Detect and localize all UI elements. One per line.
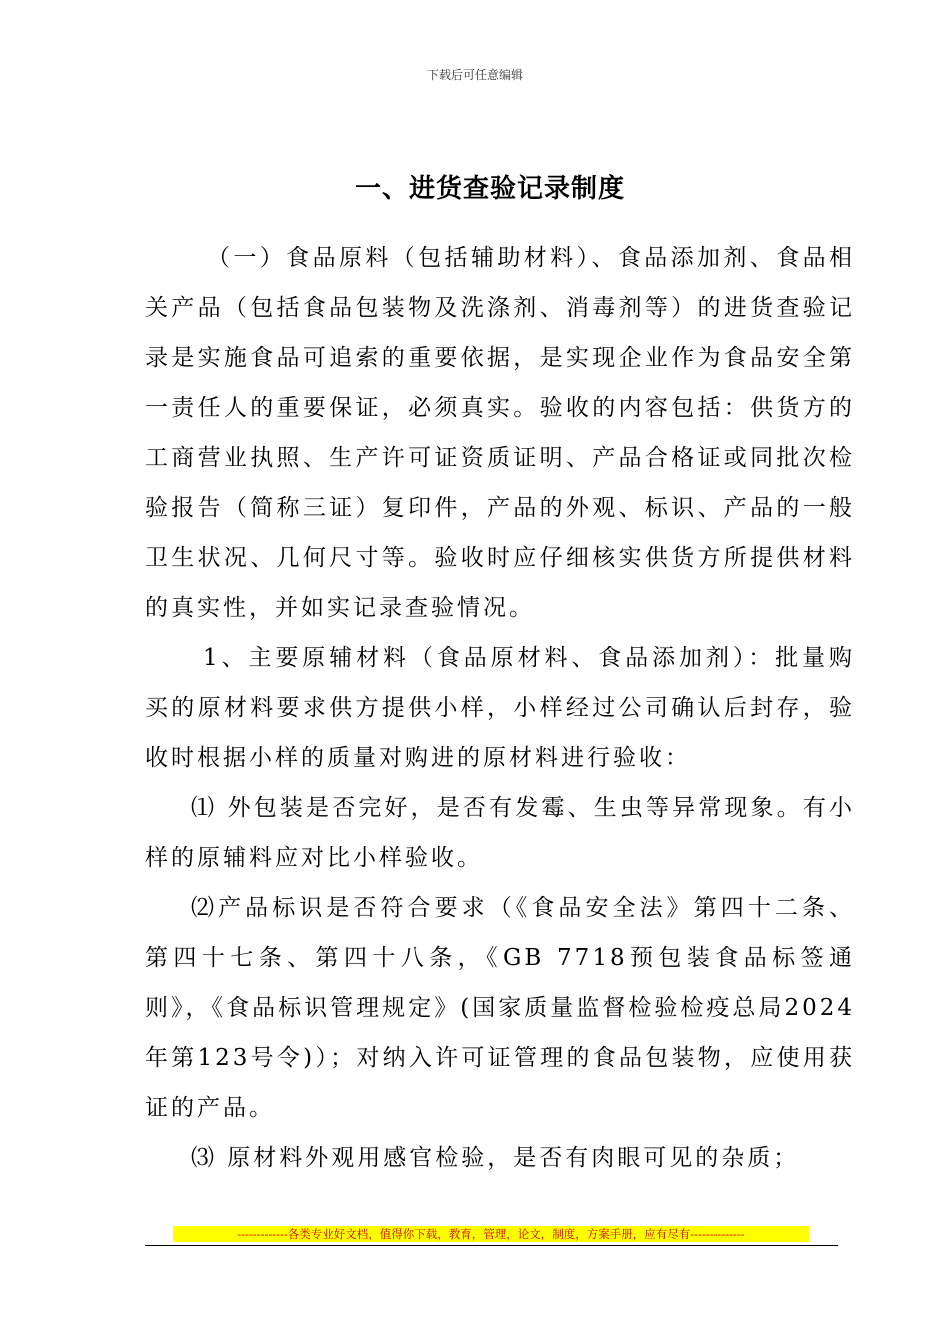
document-title: 一、进货查验记录制度 [354,174,625,204]
paragraph-intro: （一）食品原料（包括辅助材料）、食品添加剂、食品相关产品（包括食品包装物及洗涤剂、消毒剂等）的进货查验记录是实施食品可追索的重要依据，是实现企业作为食品安全第一责任人的重要保证，必须真实。验收的内容包括：供货方的工商营业执照、生产许可证资质证明、产品合格证或同批次检验报告（简称三证）复印件，产品的外观、标识、产品的一般卫生状况、几何尺寸等。验收时应仔细核实供货方所提供材料的真实性，并如实记录查验情况。 [145,245,855,621]
paragraph-subitem-1: ⑴ 外包装是否完好，是否有发霉、生虫等异常现象。有小样的原辅料应对比小样验收。 [145,795,855,871]
paragraph-item-1: 1、主要原辅材料（食品原材料、食品添加剂）：批量购买的原材料要求供方提供小样，小样经过公司确认后封存，验收时根据小样的质量对购进的原材料进行验收： [145,645,855,771]
paragraph-subitem-3: ⑶ 原材料外观用感官检验，是否有肉眼可见的杂质； [191,1145,800,1171]
footer-divider [145,1245,838,1246]
footer-banner: -------------各类专业好文档，值得你下载，教育，管理，论文，制度，方案手册，应有尽有-------------- [173,1226,809,1242]
header-note: 下载后可任意编辑 [426,68,523,82]
paragraph-subitem-2: ⑵产品标识是否符合要求（《食品安全法》第四十二条、第四十七条、第四十八条，《GB 7718预包装食品标签通则》，《食品标识管理规定》(国家质量监督检验检疫总局2024年第123号令)）；对纳入许可证管理的食品包装物，应使用获证的产品。 [145,895,855,1121]
